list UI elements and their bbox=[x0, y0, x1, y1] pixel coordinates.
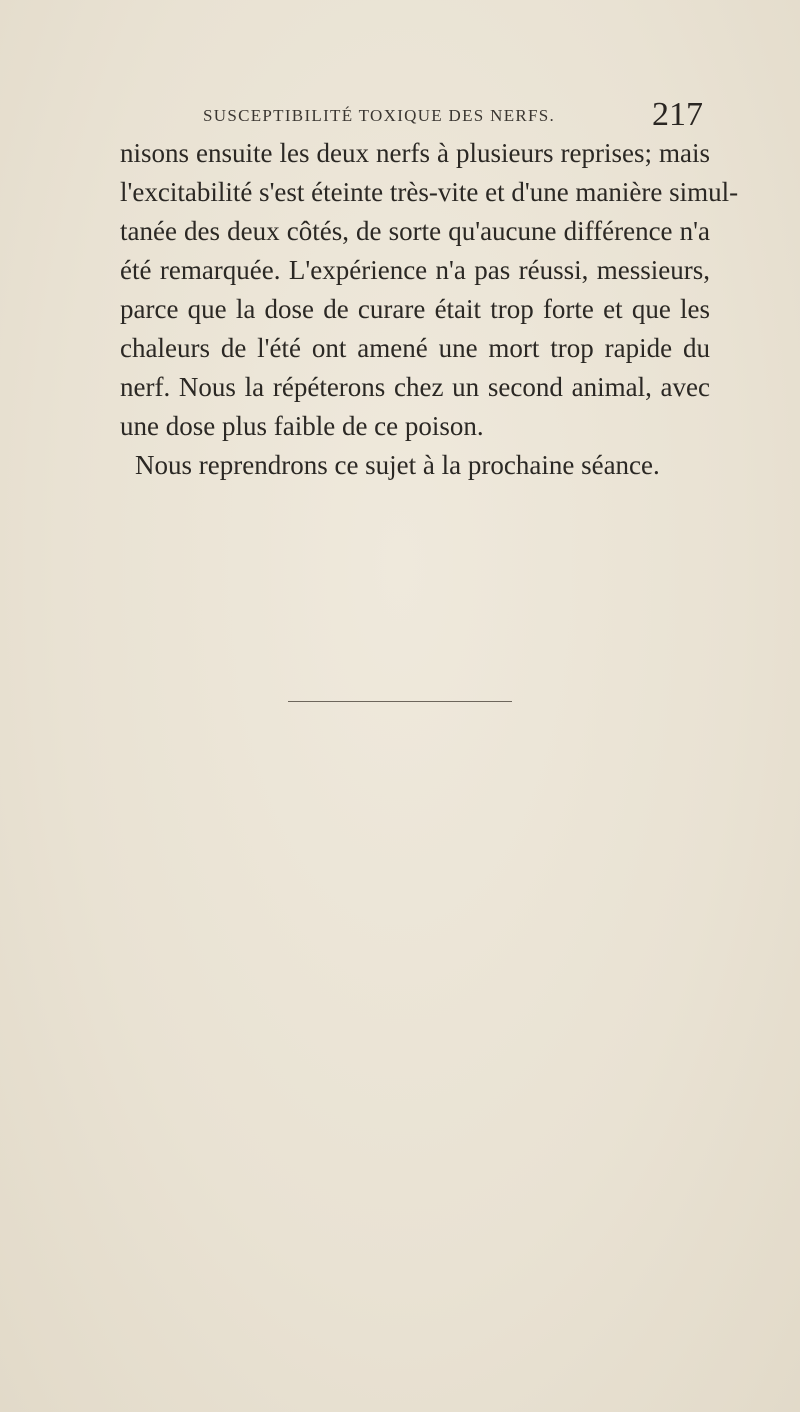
text-line: l'excitabilité s'est éteinte très-vite et d'une manière simul- bbox=[120, 177, 739, 207]
text-line: nisons ensuite les deux nerfs à plusieurs reprises; mais bbox=[120, 138, 710, 168]
page-number: 217 bbox=[652, 96, 703, 133]
text-line: tanée des deux côtés, de sorte qu'aucune différence n'a bbox=[120, 216, 710, 246]
text-line: été remarquée. L'expérience n'a pas réussi, messieurs, bbox=[120, 255, 710, 285]
text-line: nerf. Nous la répéterons chez un second animal, avec bbox=[120, 372, 710, 402]
text-line: une dose plus faible de ce poison. bbox=[120, 411, 484, 441]
text-line: chaleurs de l'été ont amené une mort trop rapide du bbox=[120, 333, 710, 363]
text-line: Nous reprendrons ce sujet à la prochaine séance. bbox=[135, 450, 660, 480]
running-head bbox=[203, 96, 703, 136]
text-line: parce que la dose de curare était trop forte et que les bbox=[120, 294, 710, 324]
running-head-title: SUSCEPTIBILITÉ TOXIQUE DES NERFS. bbox=[203, 106, 556, 125]
body-text bbox=[120, 134, 739, 485]
section-end-rule bbox=[288, 701, 512, 702]
